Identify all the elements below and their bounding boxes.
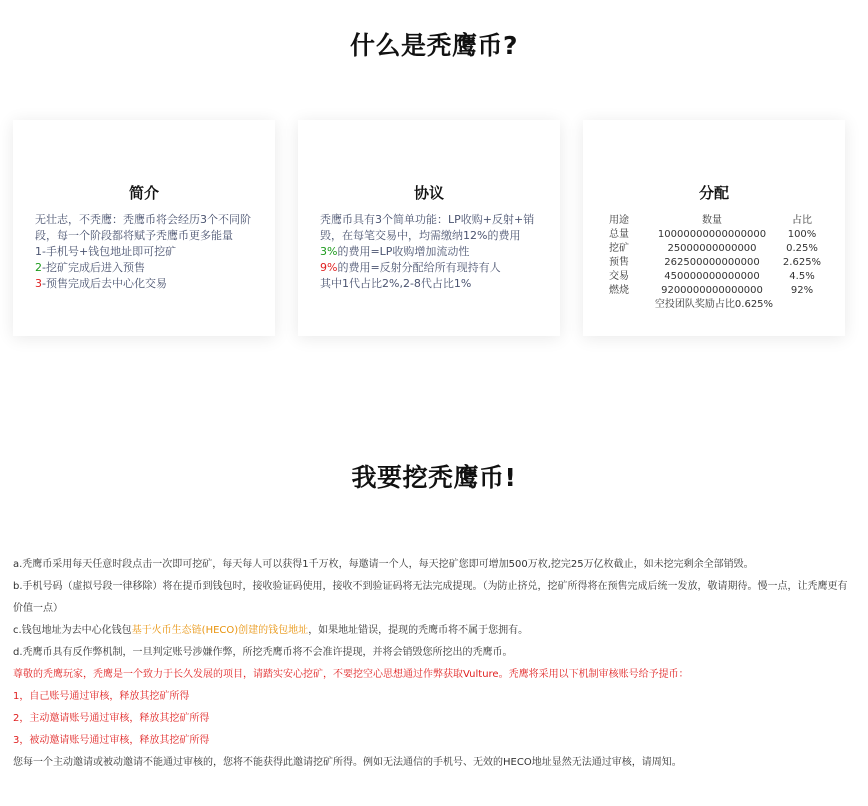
card-intro-item3 — [35, 276, 253, 292]
rule-c-highlight: 基于火币生态链(HECO)创建的钱包地址 — [131, 625, 309, 636]
card-intro-item3-text: -预售完成后去中心化交易 — [42, 277, 167, 290]
card-intro-body — [35, 212, 253, 292]
card-protocol-line3: 其中1代占比2%,2-8代占比1% — [320, 277, 472, 290]
distribution-header-use: 用途 — [609, 215, 629, 226]
distribution-cell-use: 总量 — [609, 229, 629, 240]
card-distribution-title: 分配 — [698, 184, 729, 202]
card-protocol-line1-pct: 3% — [320, 245, 338, 258]
rule-item-1: 1，自己账号通过审核，释放其挖矿所得 — [13, 691, 190, 702]
distribution-header-row — [601, 214, 827, 228]
distribution-cell-ratio: 4.5% — [789, 271, 815, 282]
card-intro-item2-num: 2 — [35, 261, 42, 274]
distribution-cell-use: 燃烧 — [609, 285, 629, 296]
rule-b: b.手机号码（虚拟号段一律移除）将在提币到钱包时，接收验证码使用，接收不到验证码将无法完成提现。（为防止挤兑，挖矿所得将在预售完成后统一发放，敬请期待。慢一点，让秃鹰更有价值一点） — [13, 581, 848, 614]
card-protocol-line1 — [320, 244, 538, 260]
rule-footer: 您每一个主动邀请或被动邀请不能通过审核的，您将不能获得此邀请挖矿所得。例如无法通信的手机号、无效的HECO地址显然无法通过审核，请周知。 — [13, 757, 682, 768]
card-intro-item1: 1-手机号+钱包地址即可挖矿 — [35, 245, 177, 258]
distribution-cell-amount: 10000000000000000 — [657, 229, 767, 240]
distribution-header-amount: 数量 — [702, 215, 722, 226]
distribution-cell-amount: 25000000000000 — [667, 243, 757, 254]
distribution-row — [601, 228, 827, 242]
distribution-table — [601, 214, 827, 298]
distribution-row — [601, 256, 827, 270]
distribution-cell-use: 交易 — [609, 271, 629, 282]
rule-c-pre: c.钱包地址为去中心化钱包 — [13, 625, 132, 636]
card-intro-item2-text: -挖矿完成后进入预售 — [42, 261, 145, 274]
card-intro-item3-num: 3 — [35, 277, 42, 290]
card-distribution — [583, 120, 845, 336]
distribution-note: 空投团队奖励占比0.625% — [654, 299, 774, 310]
card-protocol-line1-text: 的费用=LP收购增加流动性 — [337, 245, 470, 258]
distribution-row — [601, 242, 827, 256]
rule-a: a.秃鹰币采用每天任意时段点击一次即可挖矿，每天每人可以获得1千万枚，每邀请一个人，每天挖矿您即可增加500万枚,挖完25万亿枚截止，如未挖完剩余全部销毁。 — [13, 559, 754, 570]
card-protocol-line2-pct: 9% — [320, 261, 338, 274]
rule-warning: 尊敬的秃鹰玩家，秃鹰是一个致力于长久发展的项目，请踏实安心挖矿，不要挖空心思想通过作弊获取Vulture。秃鹰将采用以下机制审核账号给予提币： — [13, 669, 689, 680]
card-protocol-line2 — [320, 260, 538, 276]
card-protocol — [298, 120, 560, 336]
distribution-cell-amount: 262500000000000 — [664, 257, 760, 268]
distribution-cell-amount: 9200000000000000 — [661, 285, 763, 296]
section-title-mine: 我要挖秃鹰币! — [351, 463, 517, 492]
distribution-table-wrap — [601, 214, 827, 312]
card-intro-item2 — [35, 260, 253, 276]
card-protocol-title: 协议 — [413, 184, 444, 202]
section-title-what-is: 什么是秃鹰币? — [349, 31, 518, 60]
rule-item-2: 2，主动邀请账号通过审核，释放其挖矿所得 — [13, 713, 210, 724]
distribution-cell-use: 挖矿 — [609, 243, 629, 254]
distribution-cell-ratio: 92% — [790, 285, 814, 296]
card-protocol-text: 秃鹰币具有3个简单功能：LP收购+反射+销毁，在每笔交易中，均需缴纳12%的费用 — [320, 213, 535, 242]
rule-item-3: 3，被动邀请账号通过审核，释放其挖矿所得 — [13, 735, 210, 746]
rule-c — [13, 620, 853, 642]
distribution-row — [601, 284, 827, 298]
rule-c-post: ，如果地址错误，提现的秃鹰币将不属于您拥有。 — [308, 625, 529, 636]
card-protocol-line2-text: 的费用=反射分配给所有现持有人 — [337, 261, 501, 274]
card-protocol-body — [320, 212, 538, 292]
distribution-header-ratio: 占比 — [792, 215, 812, 226]
distribution-cell-use: 预售 — [609, 257, 629, 268]
distribution-cell-ratio: 100% — [787, 229, 817, 240]
mining-rules — [13, 554, 853, 774]
card-intro-title: 简介 — [128, 184, 159, 202]
distribution-cell-ratio: 0.25% — [786, 243, 818, 254]
distribution-cell-ratio: 2.625% — [782, 257, 822, 268]
rule-d: d.秃鹰币具有反作弊机制，一旦判定账号涉嫌作弊，所挖秃鹰币将不会准许提现，并将会销毁您所挖出的秃鹰币。 — [13, 647, 513, 658]
card-intro — [13, 120, 275, 336]
distribution-cell-amount: 450000000000000 — [664, 271, 760, 282]
distribution-row — [601, 270, 827, 284]
card-intro-text: 无壮志，不秃鹰：秃鹰币将会经历3个不同阶段，每一个阶段都将赋予秃鹰币更多能量 — [35, 213, 251, 242]
